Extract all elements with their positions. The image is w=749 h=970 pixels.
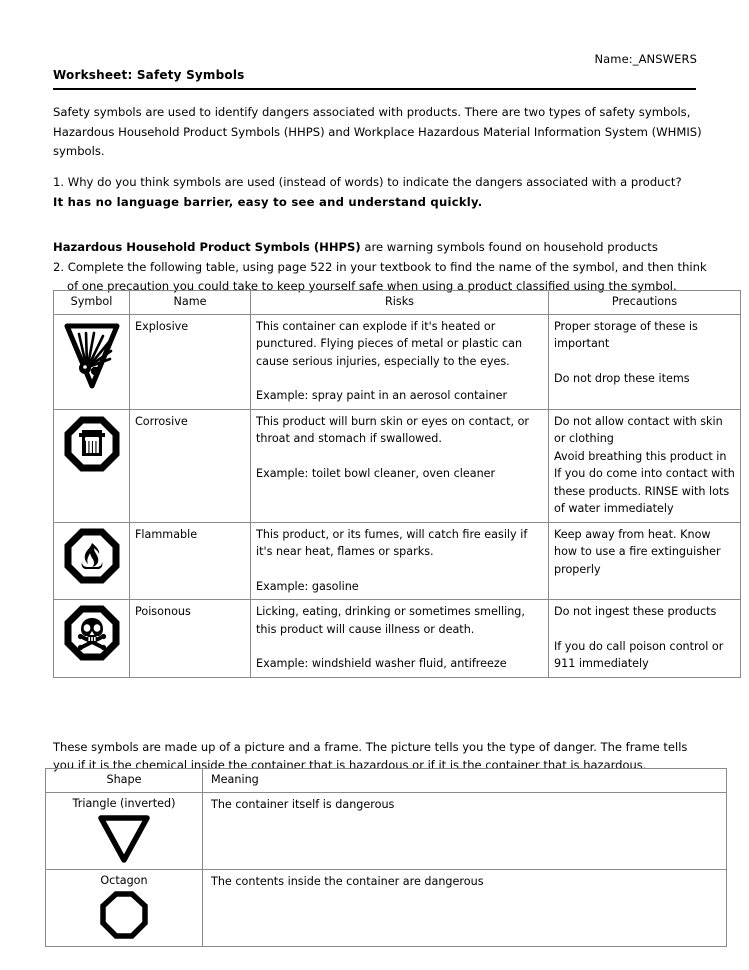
- column-header-name: Name: [130, 291, 251, 315]
- precaution-text: Do not ingest these products: [554, 605, 717, 618]
- shape-cell-triangle: [46, 792, 203, 869]
- table-row: [46, 869, 727, 946]
- corrosive-symbol: [63, 415, 121, 485]
- precautions-cell: [549, 522, 741, 600]
- column-header-risks: Risks: [251, 291, 549, 315]
- name-cell: Flammable: [130, 522, 251, 600]
- page-title: Worksheet: Safety Symbols: [53, 68, 245, 82]
- poisonous-symbol: [63, 605, 121, 667]
- hhps-heading: [53, 238, 713, 257]
- risk-text: Licking, eating, drinking or sometimes smelling, this product will cause illness or death.: [256, 605, 525, 636]
- risk-example: Example: windshield washer fluid, antifreeze: [256, 657, 507, 670]
- hhps-table: [53, 290, 741, 678]
- table-row: [54, 409, 741, 522]
- column-header-precautions: Precautions: [549, 291, 741, 315]
- hhps-heading-rest: are warning symbols found on household products: [360, 240, 658, 254]
- title-divider: [53, 88, 696, 90]
- inverted-triangle-outline: [89, 813, 159, 863]
- name-cell: Corrosive: [130, 409, 251, 522]
- precautions-cell: [549, 409, 741, 522]
- risks-cell: [251, 522, 549, 600]
- precaution-text: Proper storage of these is important: [554, 319, 698, 350]
- flammable-symbol: [63, 528, 121, 590]
- risk-text: This product will burn skin or eyes on contact, or throat and stomach if swallowed.: [256, 414, 530, 445]
- risk-example: Example: gasoline: [256, 579, 359, 593]
- symbol-cell-corrosive: [54, 409, 130, 522]
- question-1-answer: It has no language barrier, easy to see and understand quickly.: [53, 194, 483, 209]
- name-cell: Explosive: [130, 314, 251, 409]
- precaution-list: [554, 413, 735, 518]
- risk-text: This container can explode if it's heated or punctured. Flying pieces of metal or plastic can cause serious injuries, especially to the eyes.: [256, 319, 523, 368]
- shape-meaning-table: [45, 768, 727, 947]
- risk-example: Example: spray paint in an aerosol container: [256, 389, 508, 402]
- precaution-text: Keep away from heat. Know how to use a fire extinguisher properly: [554, 527, 721, 576]
- precautions-cell: [549, 314, 741, 409]
- symbol-cell-explosive: [54, 314, 130, 409]
- table-row: [54, 522, 741, 600]
- explosive-symbol: [63, 320, 121, 392]
- shape-label: Octagon: [100, 873, 148, 887]
- precaution-text: If you do call poison control or 911 immediately: [554, 639, 724, 670]
- risks-cell: [251, 600, 549, 678]
- shape-cell-octagon: [46, 869, 203, 946]
- precautions-cell: [549, 600, 741, 678]
- meaning-cell: The contents inside the container are dangerous: [203, 869, 727, 946]
- octagon-outline: [89, 890, 159, 940]
- symbol-cell-flammable: [54, 522, 130, 600]
- table-row: [46, 792, 727, 869]
- question-2-line1: 2. Complete the following table, using page 522 in your textbook to find the name of the symbol, and then think: [53, 260, 707, 274]
- table-header-row: [46, 769, 727, 793]
- column-header-shape: Shape: [46, 769, 203, 793]
- precaution-text: Avoid breathing this product in: [554, 449, 727, 463]
- risk-text: This product, or its fumes, will catch fire easily if it's near heat, flames or sparks.: [256, 527, 528, 558]
- table-header-row: [54, 291, 741, 315]
- meaning-cell: The container itself is dangerous: [203, 792, 727, 869]
- symbol-cell-poisonous: [54, 600, 130, 678]
- hhps-heading-bold: Hazardous Household Product Symbols (HHPS): [53, 240, 361, 254]
- column-header-symbol: Symbol: [54, 291, 130, 315]
- student-name-field: Name:_ANSWERS: [594, 52, 697, 66]
- frame-explanation-paragraph: These symbols are made up of a picture and a frame. The picture tells you the type of danger. The frame tells you if it is the chemical inside the container that is hazardous or if it is the container that is hazardous.: [53, 740, 688, 772]
- name-cell: Poisonous: [130, 600, 251, 678]
- column-header-meaning: Meaning: [203, 769, 727, 793]
- precaution-text: Do not allow contact with skin or clothing: [554, 414, 723, 445]
- question-1-block: [53, 173, 713, 212]
- intro-paragraph: Safety symbols are used to identify dangers associated with products. There are two types of safety symbols, Hazardous Household Product Symbols (HHPS) and Workplace Hazardous Material Information System (WHMIS) symbols.: [53, 105, 702, 158]
- risks-cell: [251, 409, 549, 522]
- precaution-text: If you do come into contact with these products. RINSE with lots of water immediately: [554, 467, 735, 515]
- risk-example: Example: toilet bowl cleaner, oven cleaner: [256, 466, 496, 480]
- table-row: [54, 600, 741, 678]
- precaution-text: Do not drop these items: [554, 371, 690, 385]
- question-1-prompt: 1. Why do you think symbols are used (instead of words) to indicate the dangers associated with a product?: [53, 175, 682, 189]
- shape-label: Triangle (inverted): [72, 796, 176, 810]
- table-row: [54, 314, 741, 409]
- question-2-line2: of one precaution you could take to keep yourself safe when using a product classified using the symbol.: [67, 278, 677, 293]
- risks-cell: [251, 314, 549, 409]
